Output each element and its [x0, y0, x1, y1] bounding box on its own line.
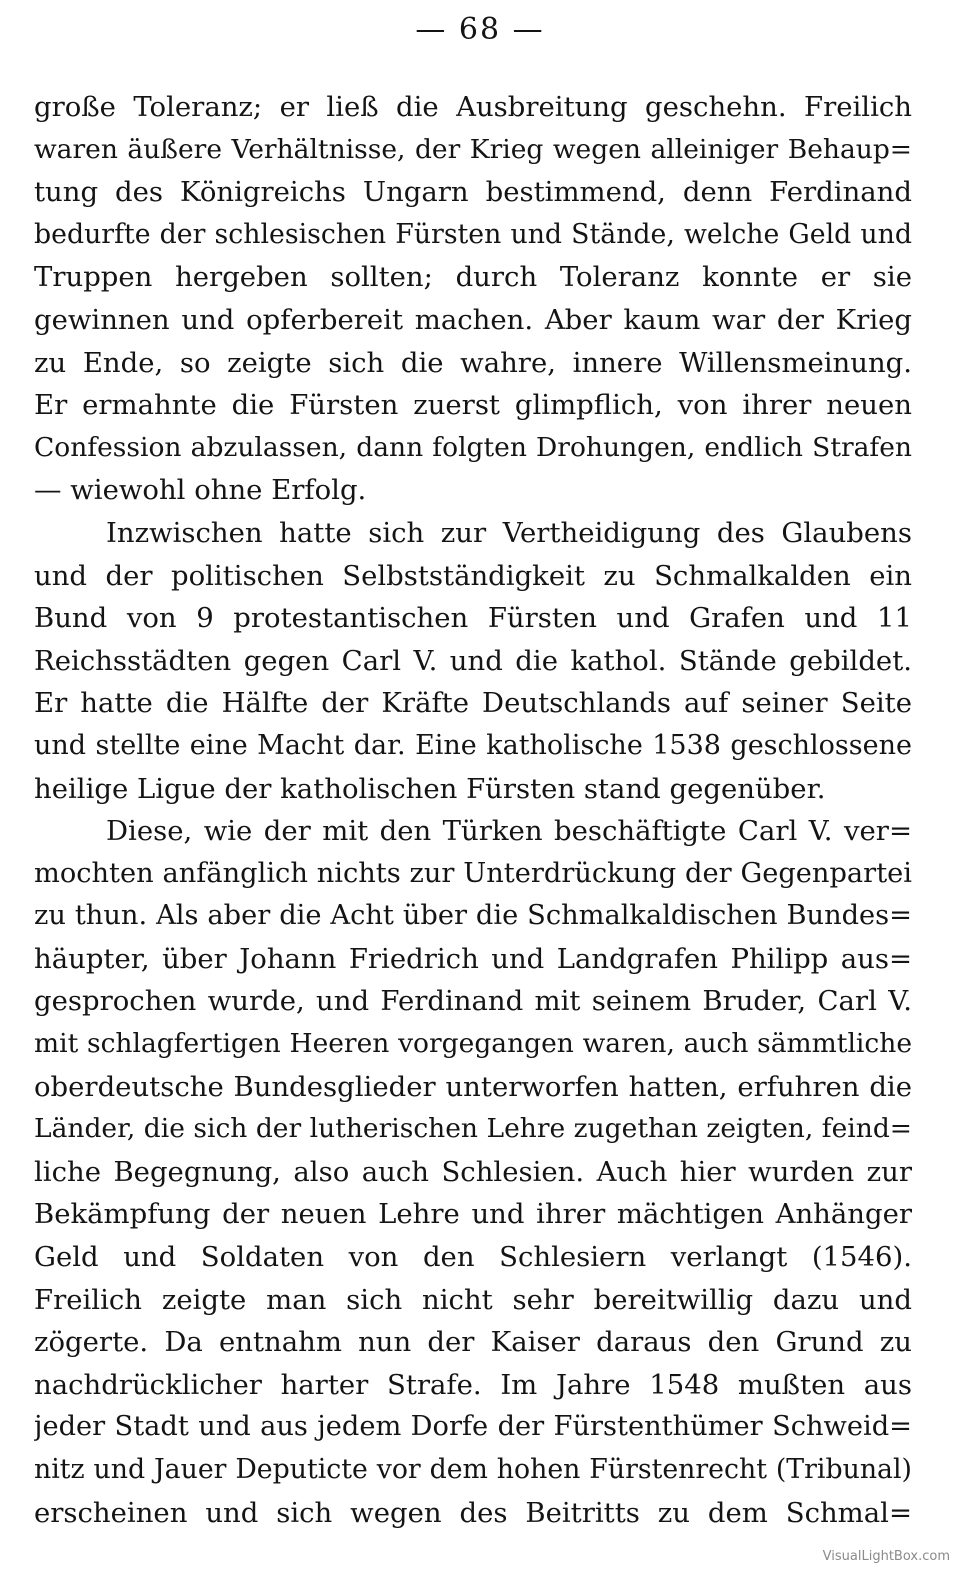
text-line: liche Begegnung, also auch Schlesien. Auch hier wurden zur — [34, 1155, 912, 1188]
text-line: mit schlagfertigen Heeren vorgegangen waren, auch sämmtliche — [34, 1028, 912, 1060]
text-line: Länder, die sich der lutherischen Lehre zugethan zeigten, feind= — [34, 1113, 912, 1145]
body-text — [34, 86, 912, 1534]
text-line: heilige Ligue der katholischen Fürsten stand gegenüber. — [34, 772, 826, 805]
text-line: nachdrücklicher harter Strafe. Im Jahre 1548 mußten aus — [34, 1368, 912, 1401]
text-line: Bund von 9 protestantischen Fürsten und Grafen und 11 — [34, 602, 912, 635]
text-line: gesprochen wurde, und Ferdinand mit seinem Bruder, Carl V. — [34, 985, 912, 1018]
text-line: zögerte. Da entnahm nun der Kaiser daraus den Grund zu — [34, 1326, 912, 1359]
text-line: Diese, wie der mit den Türken beschäftigte Carl V. ver= — [106, 815, 912, 848]
text-line: tung des Königreichs Ungarn bestimmend, denn Ferdinand — [34, 176, 912, 209]
text-line: Er hatte die Hälfte der Kräfte Deutschlands auf seiner Seite — [34, 687, 912, 720]
page-number: — 68 — — [415, 12, 545, 47]
paragraph-1 — [34, 86, 912, 512]
text-line: erscheinen und sich wegen des Beitritts zu dem Schmal= — [34, 1496, 912, 1529]
text-line: Bekämpfung der neuen Lehre und ihrer mächtigen Anhänger — [34, 1198, 912, 1231]
paragraph-3 — [34, 810, 912, 1534]
text-line: und stellte eine Macht dar. Eine katholische 1538 geschlossene — [34, 729, 912, 761]
text-line: waren äußere Verhältnisse, der Krieg wegen alleiniger Behaup= — [34, 133, 912, 165]
watermark: VisualLightBox.com — [822, 1549, 950, 1564]
text-line: bedurfte der schlesischen Fürsten und Stände, welche Geld und — [34, 218, 912, 250]
text-line: Reichsstädten gegen Carl V. und die kathol. Stände gebildet. — [34, 644, 912, 677]
text-line: und der politischen Selbstständigkeit zu Schmalkalden ein — [34, 559, 912, 592]
text-line: Inzwischen hatte sich zur Vertheidigung des Glaubens — [106, 516, 912, 549]
text-line: Freilich zeigte man sich nicht sehr bereitwillig dazu und — [34, 1283, 912, 1316]
text-line: oberdeutsche Bundesglieder unterworfen hatten, erfuhren die — [34, 1070, 912, 1103]
text-line: Confession abzulassen, dann folgten Drohungen, endlich Strafen — [34, 431, 912, 463]
text-line: Er ermahnte die Fürsten zuerst glimpflich, von ihrer neuen — [34, 389, 912, 422]
text-line: große Toleranz; er ließ die Ausbreitung geschehn. Freilich — [34, 91, 912, 123]
text-line: häupter, über Johann Friedrich und Landgrafen Philipp aus= — [34, 942, 912, 975]
text-line: — wiewohl ohne Erfolg. — [34, 474, 367, 507]
text-line: Geld und Soldaten von den Schlesiern verlangt (1546). — [34, 1241, 912, 1274]
paragraph-2 — [34, 512, 912, 810]
text-line: mochten anfänglich nichts zur Unterdrückung der Gegenpartei — [34, 857, 912, 889]
text-line: nitz und Jauer Deputicte vor dem hohen Fürstenrecht (Tribunal) — [34, 1454, 912, 1485]
text-line: gewinnen und opferbereit machen. Aber kaum war der Krieg — [34, 303, 912, 336]
text-line: zu thun. Als aber die Acht über die Schmalkaldischen Bundes= — [34, 900, 912, 932]
text-line: jeder Stadt und aus jedem Dorfe der Fürstenthümer Schweid= — [34, 1411, 912, 1443]
text-line: zu Ende, so zeigte sich die wahre, innere Willensmeinung. — [34, 346, 912, 379]
text-line: Truppen hergeben sollten; durch Toleranz konnte er sie — [34, 261, 912, 294]
